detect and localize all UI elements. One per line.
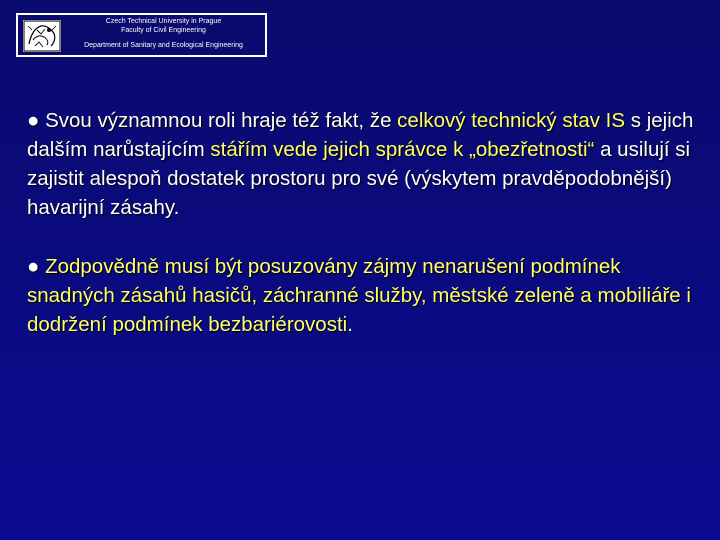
header-box xyxy=(16,13,267,57)
paragraph-text: Svou významnou roli hraje též fakt, že xyxy=(39,109,398,132)
highlighted-text: Zodpovědně musí být posuzovány zájmy nenarušení podmínek snadných zásahů hasičů, záchranné služby, městské zeleně a mobiliáře i dodržení podmínek bezbariérovosti xyxy=(27,255,691,336)
paragraph-text: . xyxy=(347,313,353,336)
faculty-name: Faculty of Civil Engineering xyxy=(121,27,206,34)
highlighted-text: celkový technický stav IS xyxy=(397,109,626,132)
bullet-dot: ● xyxy=(27,255,40,278)
university-name: Czech Technical University in Prague xyxy=(105,18,222,25)
bullet-paragraph-2 xyxy=(27,252,697,339)
bullet-paragraph-1 xyxy=(27,106,697,222)
bullet-dot: ● xyxy=(27,109,40,132)
highlighted-text: stářím vede jejich správce k „obezřetnosti“ xyxy=(210,138,595,161)
paragraph-text: s jejich dalším narůstajícím xyxy=(27,109,694,161)
department-name: Department of Sanitary and Ecological Engineering xyxy=(84,42,243,49)
paragraph-text: a usilují si zajistit alespoň dostatek prostoru pro své (výskytem pravděpodobnější) havarijní zásahy. xyxy=(27,138,691,219)
university-seal-icon xyxy=(23,20,61,52)
seal-graphic xyxy=(23,20,61,52)
